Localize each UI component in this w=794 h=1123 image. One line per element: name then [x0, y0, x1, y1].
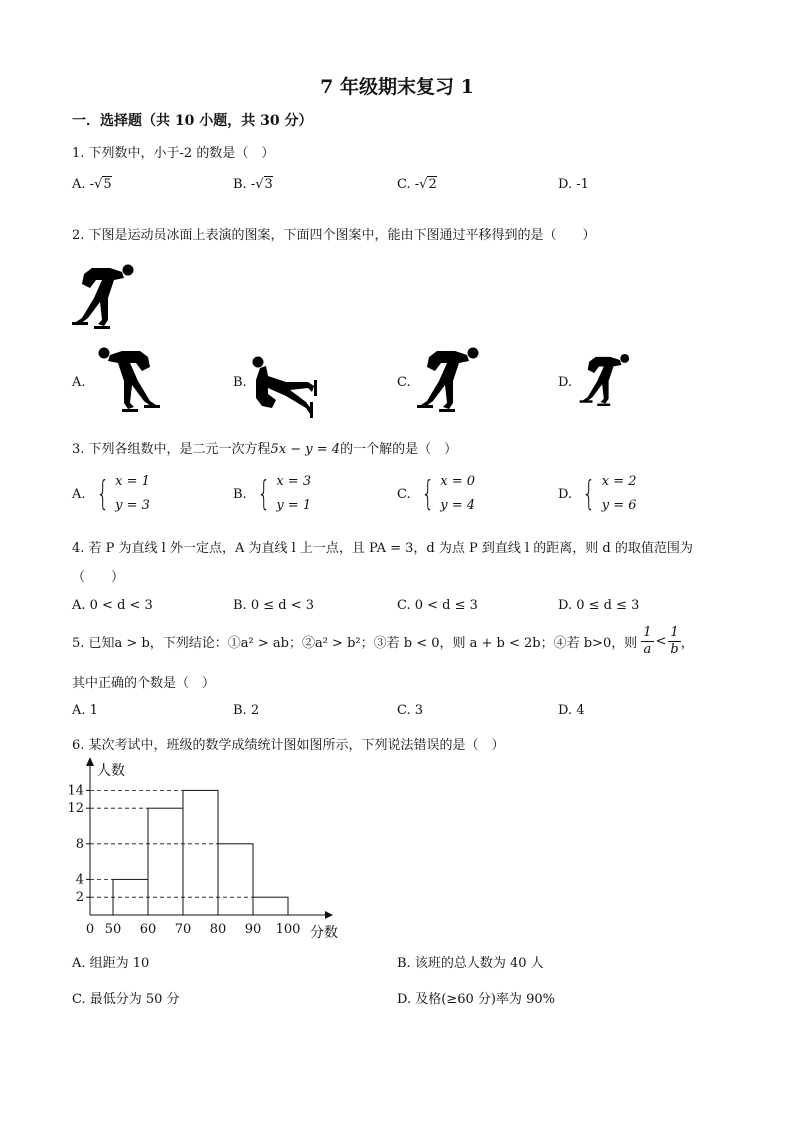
eq-y: y = 1 [276, 498, 312, 513]
minus-sign: - [89, 177, 95, 192]
histogram-bar [253, 897, 288, 915]
skater-option-c-icon[interactable] [415, 345, 487, 417]
q5-option-c[interactable]: C. 3 [397, 703, 424, 718]
q4-option-b[interactable]: B. 0 ≤ d < 3 [233, 598, 314, 613]
x-tick-label: 70 [174, 922, 192, 937]
radicand: 5 [103, 177, 112, 192]
eq-y: y = 3 [115, 498, 150, 513]
eq-x: x = 0 [440, 474, 476, 489]
y-tick-label: 4 [75, 872, 84, 888]
x-tick-label: 0 [85, 922, 95, 937]
q6-option-b[interactable]: B. 该班的总人数为 40 人 [397, 956, 544, 971]
q6-option-c[interactable]: C. 最低分为 50 分 [72, 992, 180, 1007]
less-than: < [655, 634, 667, 649]
question-4-stem-cont: （ ） [72, 570, 125, 585]
y-tick-label: 2 [75, 890, 84, 906]
histogram-bar [218, 844, 253, 915]
question-2-stem: 2. 下图是运动员冰面上表演的图案，下面四个图案中，能由下图通过平移得到的是（ ） [72, 228, 596, 243]
q3-stem-pre: 3. 下列各组数中，是二元一次方程 [72, 442, 271, 457]
option-label: B. [233, 486, 247, 502]
q2-option-c-label[interactable]: C. [397, 375, 411, 390]
q1-option-d[interactable]: D. -1 [558, 177, 589, 192]
q2-option-a-label[interactable]: A. [72, 375, 86, 390]
q5-stem-pre: 5. 已知a > b，下列结论：①a² > ab；②a² > b²；③若 b < 0，则 a + b < 2b；④若 b>0，则 [72, 636, 638, 651]
question-6-stem: 6. 某次考试中，班级的数学成绩统计图如图所示，下列说法错误的是（ ） [72, 738, 505, 753]
eq-y: y = 4 [440, 498, 476, 513]
question-5-stem [72, 625, 694, 658]
question-5-stem-cont: 其中正确的个数是（ ） [72, 676, 216, 691]
y-axis-arrow-icon [86, 757, 94, 766]
q3-option-d[interactable] [558, 470, 637, 518]
radicand: 3 [264, 177, 273, 192]
question-3-stem [72, 438, 457, 457]
x-tick-label: 100 [275, 922, 301, 937]
x-tick-label: 60 [139, 922, 157, 937]
q2-option-d-label[interactable]: D. [558, 375, 573, 390]
q4-option-a[interactable]: A. 0 < d < 3 [72, 598, 153, 613]
eq-x: x = 3 [276, 474, 312, 489]
equation: 5x − y = 4 [270, 442, 341, 457]
histogram-bar [183, 790, 218, 915]
y-tick-label: 8 [75, 836, 84, 852]
x-axis-arrow-icon [325, 911, 333, 919]
eq-y: y = 6 [601, 498, 637, 513]
brace-icon: { [257, 474, 270, 514]
option-label: C. [397, 177, 411, 192]
q1-option-c[interactable]: C. -√2 [397, 177, 437, 192]
question-1-stem: 1. 下列数中，小于-2 的数是（ ） [72, 146, 275, 161]
skater-option-d-icon[interactable] [578, 352, 636, 410]
fraction-1-over-a: $\frac{1}{a}$ [643, 625, 652, 657]
eq-x: x = 1 [115, 474, 150, 489]
x-axis-label: 分数 [310, 925, 338, 941]
minus-sign: - [414, 177, 420, 192]
option-label: A. [72, 177, 86, 192]
minus-sign: - [250, 177, 256, 192]
x-tick-label: 90 [244, 922, 262, 937]
q3-option-a[interactable] [72, 470, 150, 518]
q3-option-b[interactable] [233, 470, 311, 518]
q2-option-b-label[interactable]: B. [233, 375, 247, 390]
x-tick-label: 50 [104, 922, 122, 937]
brace-icon: { [582, 474, 596, 514]
comma: ， [680, 636, 694, 651]
option-label: C. [397, 486, 411, 502]
histogram-bar [148, 808, 183, 915]
q3-option-c[interactable] [397, 470, 475, 518]
question-4-stem: 4. 若 P 为直线 l 外一定点，A 为直线 l 上一点，且 PA = 3，d 为点 P 到直线 l 的距离，则 d 的取值范围为 [72, 541, 693, 556]
skater-original-icon [70, 262, 142, 334]
option-label: B. [233, 177, 247, 192]
skater-option-a-icon[interactable] [90, 345, 162, 417]
y-axis-label: 人数 [97, 763, 125, 779]
q5-option-d[interactable]: D. 4 [558, 703, 585, 718]
eq-x: x = 2 [601, 474, 637, 489]
skater-option-b-icon[interactable] [250, 348, 322, 420]
radicand: 2 [428, 177, 437, 192]
histogram-chart [67, 752, 360, 947]
q5-option-b[interactable]: B. 2 [233, 703, 260, 718]
q1-option-b[interactable]: B. -√3 [233, 177, 273, 192]
q6-option-a[interactable]: A. 组距为 10 [72, 956, 150, 971]
q5-option-a[interactable]: A. 1 [72, 703, 98, 718]
q1-option-a[interactable]: A. -√5 [72, 177, 112, 192]
q4-option-c[interactable]: C. 0 < d ≤ 3 [397, 598, 478, 613]
q3-stem-post: 的一个解的是（ ） [340, 442, 458, 457]
y-tick-label: 12 [67, 801, 84, 817]
brace-icon: { [420, 474, 434, 514]
q4-option-d[interactable]: D. 0 ≤ d ≤ 3 [558, 598, 640, 613]
brace-icon: { [95, 474, 109, 514]
section-heading: 一．选择题（共 10 小题，共 30 分） [72, 113, 313, 129]
option-label: A. [72, 486, 86, 502]
x-tick-label: 80 [209, 922, 227, 937]
y-tick-label: 14 [67, 783, 84, 799]
option-label: D. [558, 486, 573, 502]
page-title: 7 年级期末复习 1 [320, 76, 474, 98]
fraction-1-over-b: $\frac{1}{b}$ [670, 625, 679, 657]
q6-option-d[interactable]: D. 及格(≥60 分)率为 90% [397, 992, 555, 1007]
